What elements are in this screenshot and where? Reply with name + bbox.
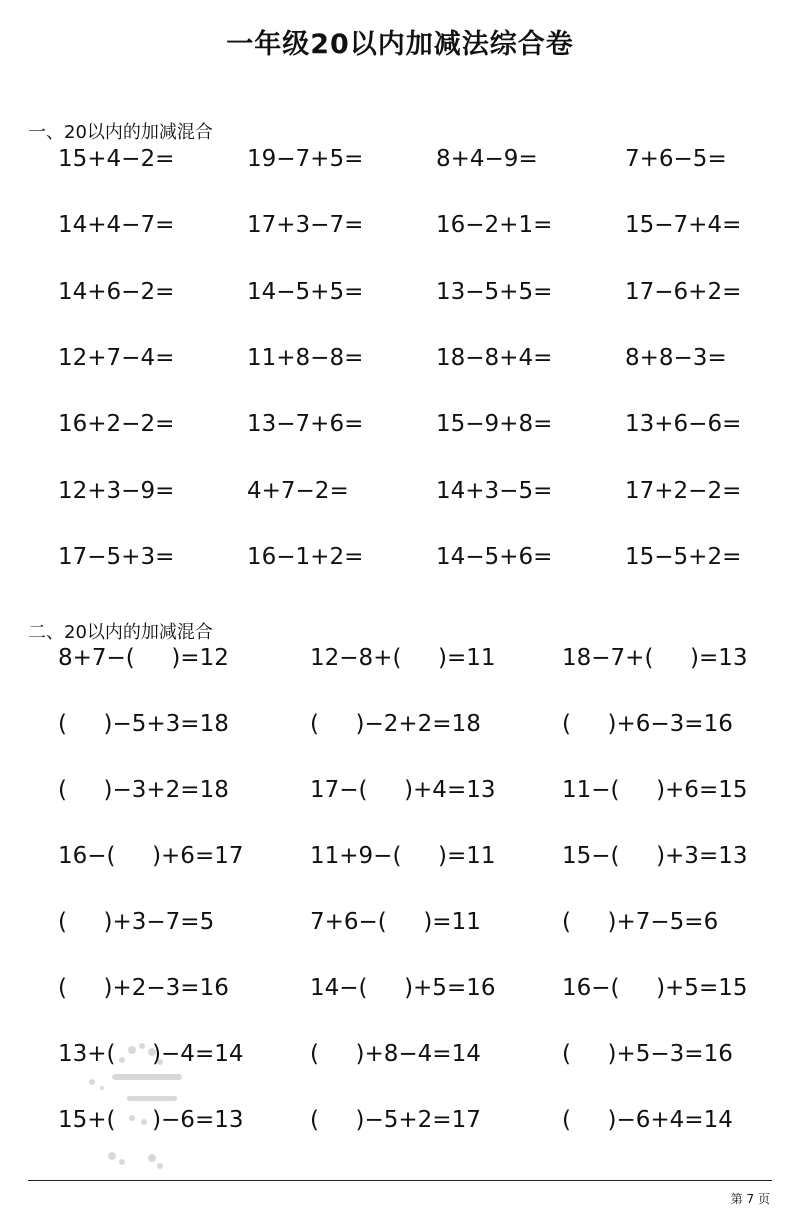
section-2-problem: ( )−5+3=18 [58, 711, 229, 737]
section-1-problem: 14−5+6= [436, 543, 553, 570]
section-2-row [0, 711, 800, 745]
section-2-problem: 13+( )−4=14 [58, 1041, 244, 1067]
section-1-row [0, 411, 800, 445]
section-1-problem: 15+4−2= [58, 146, 175, 172]
section-1-problem: 15−9+8= [436, 411, 553, 438]
section-1-problem: 16−2+1= [436, 212, 553, 239]
section-1-problem: 17−6+2= [625, 278, 742, 305]
section-1-heading: 一、20以内的加减混合 [28, 122, 213, 143]
section-1-problem: 17−5+3= [58, 543, 175, 570]
page-number: 第 7 页 [730, 1192, 770, 1206]
section-1-problem: 13−7+6= [247, 411, 364, 438]
section-1-problem: 7+6−5= [625, 146, 727, 172]
section-2-problem: ( )−2+2=18 [310, 711, 481, 737]
section-2-row [0, 1041, 800, 1075]
section-1-problem: 17+2−2= [625, 477, 742, 504]
section-2-problem: ( )+6−3=16 [562, 711, 733, 737]
section-2-problem: ( )+3−7=5 [58, 909, 215, 935]
section-1-problem: 19−7+5= [247, 146, 364, 172]
section-2-problem: 14−( )+5=16 [310, 975, 496, 1001]
section-1-problem: 12+3−9= [58, 477, 175, 504]
section-2-problem: 18−7+( )=13 [562, 645, 748, 671]
section-2-problem: 17−( )+4=13 [310, 777, 496, 803]
section-2-problem: ( )+5−3=16 [562, 1041, 733, 1067]
section-2-problem: ( )+7−5=6 [562, 909, 719, 935]
section-1-problem: 18−8+4= [436, 344, 553, 371]
section-2-problem: 11−( )+6=15 [562, 777, 748, 803]
section-1-row [0, 212, 800, 246]
section-2-problem: 15+( )−6=13 [58, 1107, 244, 1133]
section-2-problem: 15−( )+3=13 [562, 843, 748, 869]
section-1-problem: 15−5+2= [625, 543, 742, 570]
section-1-problem: 13−5+5= [436, 278, 553, 305]
section-2-row [0, 843, 800, 877]
section-1-problem: 8+4−9= [436, 146, 538, 172]
section-2-row [0, 645, 800, 679]
section-1-problem: 17+3−7= [247, 212, 364, 239]
section-1-problem: 14−5+5= [247, 278, 364, 305]
section-2-problem: 16−( )+6=17 [58, 843, 244, 869]
section-1-problem: 4+7−2= [247, 477, 349, 504]
section-2-problem: ( )+8−4=14 [310, 1041, 481, 1067]
section-2-row [0, 777, 800, 811]
section-1-row [0, 146, 800, 180]
section-2-problem: 11+9−( )=11 [310, 843, 496, 869]
section-1-problem: 12+7−4= [58, 344, 175, 371]
section-1-problem: 11+8−8= [247, 344, 364, 371]
section-2-row [0, 975, 800, 1009]
section-2-problem: ( )−5+2=17 [310, 1107, 481, 1133]
footer-divider [28, 1180, 772, 1181]
section-1-problem: 13+6−6= [625, 411, 742, 438]
section-1-row [0, 345, 800, 379]
section-2-row [0, 1107, 800, 1141]
section-1-problem: 8+8−3= [625, 344, 727, 371]
section-2-problem: ( )−3+2=18 [58, 777, 229, 803]
section-2-problem: 7+6−( )=11 [310, 909, 481, 935]
section-1-problem: 14+4−7= [58, 212, 175, 239]
section-2-row [0, 909, 800, 943]
section-2-problem: ( )+2−3=16 [58, 975, 229, 1001]
section-1-problem: 16+2−2= [58, 411, 175, 438]
section-1-problem: 14+6−2= [58, 278, 175, 305]
section-2-problem: 8+7−( )=12 [58, 645, 229, 671]
section-2-problem: 16−( )+5=15 [562, 975, 748, 1001]
section-1-row [0, 478, 800, 512]
section-1-problem: 14+3−5= [436, 477, 553, 504]
section-1-row [0, 544, 800, 578]
section-2-heading: 二、20以内的加减混合 [28, 622, 213, 643]
section-1-problem: 15−7+4= [625, 212, 742, 239]
section-1-problem: 16−1+2= [247, 543, 364, 570]
section-2-problem: 12−8+( )=11 [310, 645, 496, 671]
section-2-problem: ( )−6+4=14 [562, 1107, 733, 1133]
section-1-row [0, 279, 800, 313]
page-title: 一年级20以内加减法综合卷 [226, 29, 574, 60]
